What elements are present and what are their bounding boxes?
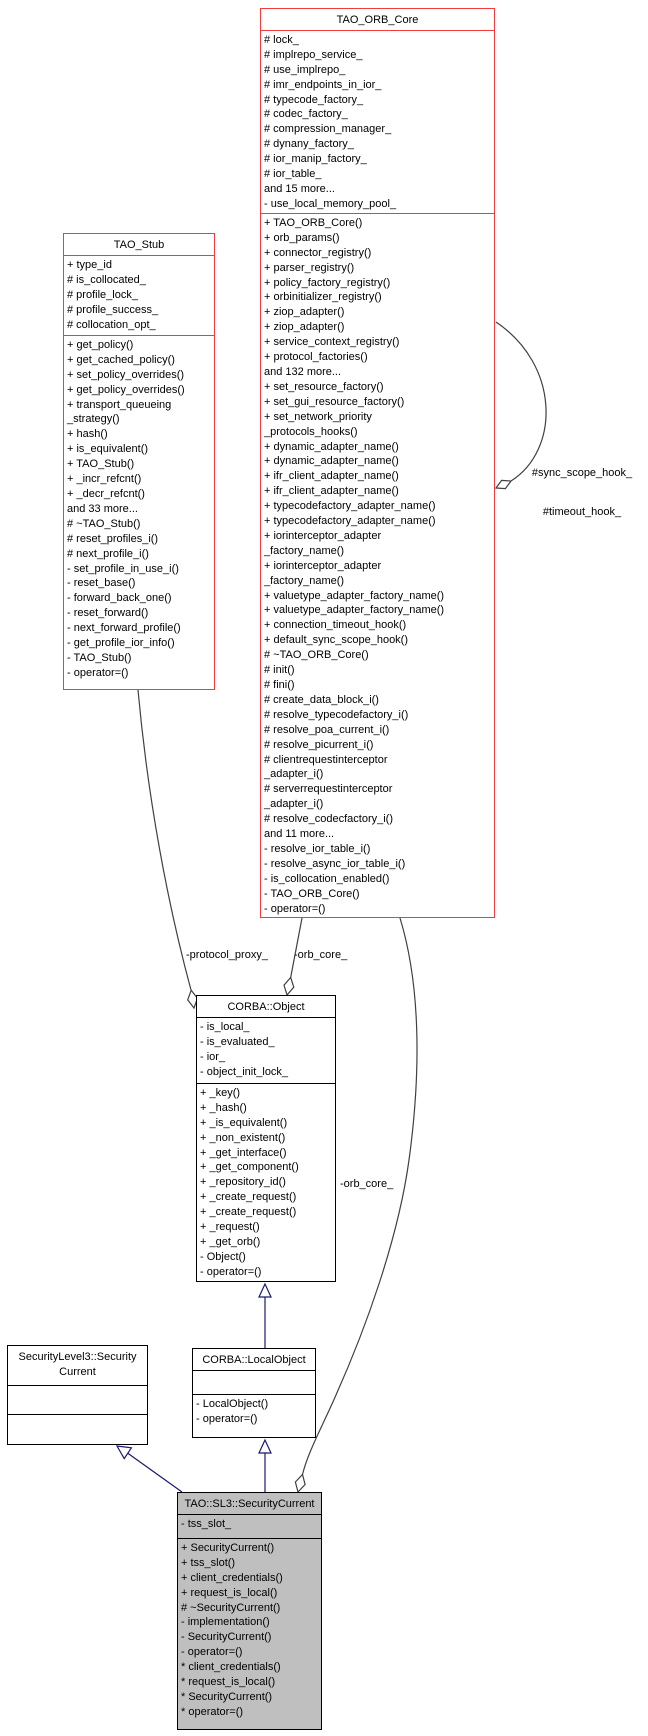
member-line: * operator=()	[181, 1705, 244, 1718]
class-title: SecurityLevel3::Security Current	[8, 1346, 147, 1386]
member-line: + tss_slot()	[181, 1556, 236, 1569]
member-line: - is_collocation_enabled()	[264, 872, 390, 885]
member-line: # reset_profiles_i()	[67, 532, 159, 545]
member-line: + _create_request()	[200, 1206, 297, 1219]
attributes-compartment	[64, 256, 214, 336]
member-line: # codec_factory_	[264, 108, 348, 121]
member-line: + get_cached_policy()	[67, 353, 175, 366]
member-line: + _hash()	[200, 1101, 247, 1114]
methods-compartment	[178, 1539, 321, 1729]
member-line: # lock_	[264, 33, 299, 46]
class-box-tao-orb-core[interactable]	[260, 8, 495, 918]
member-line: - ior_	[200, 1050, 226, 1063]
member-line: - operator=()	[67, 666, 129, 679]
member-line: # fini()	[264, 679, 295, 691]
attributes-compartment	[8, 1386, 147, 1415]
methods-compartment	[64, 336, 214, 689]
aggregation-diamond	[295, 1475, 305, 1493]
methods-compartment	[197, 1084, 335, 1281]
member-line: + SecurityCurrent()	[181, 1541, 275, 1554]
inheritance-edge-localobject-object	[259, 1284, 271, 1348]
edge-label-protocol-proxy: -protocol_proxy_	[186, 949, 268, 961]
member-line: + protocol_factories()	[264, 351, 368, 364]
edge-label-orb-core-upper: -orb_core_	[294, 949, 348, 961]
class-box-tao-sl3-securitycurrent	[177, 1492, 322, 1730]
member-line: # ~SecurityCurrent()	[181, 1601, 281, 1614]
member-line: + TAO_Stub()	[67, 458, 135, 471]
member-line: + set_gui_resource_factory()	[264, 395, 405, 408]
member-line: # ~TAO_Stub()	[67, 517, 141, 530]
class-box-corba-localobject[interactable]	[192, 1348, 316, 1438]
aggregation-diamond	[284, 977, 294, 995]
inheritance-triangle	[259, 1284, 271, 1297]
member-line: # profile_lock_	[67, 288, 138, 301]
member-line: - reset_forward()	[67, 607, 149, 620]
member-line: + is_equivalent()	[67, 443, 149, 456]
member-line: # ior_manip_factory_	[264, 153, 367, 166]
class-title: TAO_Stub	[64, 234, 214, 256]
member-line: # resolve_typecodefactory_i()	[264, 708, 409, 721]
methods-compartment	[261, 214, 494, 917]
class-box-corba-object[interactable]	[196, 995, 336, 1282]
member-line: - SecurityCurrent()	[181, 1631, 272, 1644]
member-line: - get_profile_ior_info()	[67, 637, 175, 650]
member-line: + _non_existent()	[200, 1131, 286, 1144]
member-line: - TAO_Stub()	[67, 651, 132, 664]
member-line: - object_init_lock_	[200, 1065, 289, 1078]
edge-label-sync-scope-hook: #sync_scope_hook_	[531, 467, 633, 479]
inheritance-edge-securitycurrent-securitylevel3	[117, 1446, 182, 1492]
member-line: + request_is_local()	[181, 1586, 278, 1599]
member-line: + set_policy_overrides()	[67, 368, 185, 381]
member-line: - operator=()	[181, 1646, 243, 1659]
member-line: + _incr_refcnt()	[67, 473, 142, 486]
methods-compartment	[193, 1395, 315, 1437]
class-box-securitylevel3-securitycurrent[interactable]	[7, 1345, 148, 1445]
member-line: - operator=()	[264, 902, 326, 915]
member-line: + valuetype_adapter_factory_name()	[264, 589, 445, 602]
attributes-compartment	[197, 1018, 335, 1084]
member-line: + orb_params()	[264, 231, 340, 244]
inheritance-edge-securitycurrent-localobject	[259, 1440, 271, 1492]
member-line: - operator=()	[200, 1265, 262, 1278]
member-line: + typecodefactory_adapter_name()	[264, 515, 436, 528]
member-line: _factory_name()	[264, 544, 345, 557]
member-line: + _get_orb()	[200, 1235, 261, 1248]
member-line: # serverrequestinterceptor	[264, 783, 393, 796]
member-line: + dynamic_adapter_name()	[264, 440, 399, 453]
edge-label-timeout-hook: #timeout_hook_	[542, 506, 622, 518]
member-line: # resolve_poa_current_i()	[264, 723, 390, 736]
member-line: + policy_factory_registry()	[264, 276, 391, 289]
member-line: - implementation()	[181, 1616, 270, 1629]
member-line: - reset_base()	[67, 577, 136, 590]
member-line: # is_collocated_	[67, 273, 146, 286]
member-line: + ziop_adapter()	[264, 306, 345, 319]
member-line: and 15 more...	[264, 182, 335, 195]
member-line: + service_context_registry()	[264, 336, 400, 349]
member-line: + _get_component()	[200, 1161, 299, 1174]
member-line: + set_network_priority	[264, 410, 372, 423]
member-line: - is_evaluated_	[200, 1035, 275, 1048]
member-line: * request_is_local()	[181, 1676, 276, 1689]
edge-label-orb-core-lower: -orb_core_	[340, 1178, 394, 1190]
member-line: - resolve_ior_table_i()	[264, 842, 371, 855]
member-line: + _create_request()	[200, 1191, 297, 1204]
aggregation-diamond	[496, 480, 511, 488]
member-line: + client_credentials()	[181, 1571, 283, 1584]
member-line: + _request()	[200, 1221, 260, 1234]
member-line: _adapter_i()	[264, 768, 324, 781]
member-line: + valuetype_adapter_factory_name()	[264, 604, 445, 617]
member-line: * SecurityCurrent()	[181, 1690, 273, 1703]
class-title: CORBA::Object	[197, 996, 335, 1018]
member-line: # compression_manager_	[264, 123, 392, 136]
member-line: _factory_name()	[264, 574, 345, 587]
member-line: + _get_interface()	[200, 1146, 287, 1159]
member-line: - LocalObject()	[196, 1397, 269, 1410]
member-line: - tss_slot_	[181, 1517, 232, 1530]
member-line: # collocation_opt_	[67, 318, 156, 331]
member-line: + parser_registry()	[264, 261, 355, 274]
member-line: - operator=()	[196, 1412, 258, 1425]
class-box-tao-stub[interactable]	[63, 233, 215, 690]
member-line: _strategy()	[67, 413, 120, 426]
member-line: - set_profile_in_use_i()	[67, 562, 179, 575]
member-line: + _is_equivalent()	[200, 1116, 288, 1129]
edge-label-hooks	[516, 441, 648, 545]
member-line: + iorinterceptor_adapter	[264, 529, 382, 542]
member-line: + typecodefactory_adapter_name()	[264, 500, 436, 513]
member-line: + _repository_id()	[200, 1176, 286, 1189]
member-line: and 132 more...	[264, 365, 342, 378]
member-line: _adapter_i()	[264, 798, 324, 811]
member-line: # imr_endpoints_in_ior_	[264, 78, 382, 91]
inheritance-triangle	[117, 1446, 131, 1459]
attributes-compartment	[178, 1515, 321, 1539]
member-line: - TAO_ORB_Core()	[264, 887, 360, 900]
member-line: # ~TAO_ORB_Core()	[264, 649, 369, 662]
member-line: # implrepo_service_	[264, 48, 363, 61]
member-line: and 11 more...	[264, 828, 335, 841]
class-title: TAO_ORB_Core	[261, 9, 494, 31]
member-line: + ifr_client_adapter_name()	[264, 485, 399, 498]
member-line: + TAO_ORB_Core()	[264, 216, 363, 229]
member-line: # dynany_factory_	[264, 138, 354, 151]
member-line: + hash()	[67, 428, 108, 441]
member-line: + set_resource_factory()	[264, 380, 384, 393]
member-line: + dynamic_adapter_name()	[264, 455, 399, 468]
member-line: - forward_back_one()	[67, 592, 172, 605]
member-line: + iorinterceptor_adapter	[264, 559, 382, 572]
class-title: CORBA::LocalObject	[193, 1349, 315, 1371]
member-line: - use_local_memory_pool_	[264, 197, 397, 210]
member-line: + _key()	[200, 1086, 241, 1099]
member-line: * client_credentials()	[181, 1661, 281, 1674]
member-line: - resolve_async_ior_table_i()	[264, 857, 406, 870]
member-line: # profile_success_	[67, 303, 159, 316]
member-line: + get_policy_overrides()	[67, 383, 185, 396]
member-line: + get_policy()	[67, 338, 134, 351]
member-line: # next_profile_i()	[67, 547, 149, 560]
member-line: - is_local_	[200, 1020, 250, 1033]
member-line: + default_sync_scope_hook()	[264, 634, 409, 647]
member-line: _protocols_hooks()	[264, 425, 358, 438]
member-line: + ziop_adapter()	[264, 321, 345, 334]
inheritance-triangle	[259, 1440, 271, 1453]
attributes-compartment	[261, 31, 494, 214]
member-line: # init()	[264, 664, 295, 677]
member-line: + transport_queueing	[67, 398, 172, 411]
member-line: - next_forward_profile()	[67, 622, 181, 635]
member-line: # typecode_factory_	[264, 93, 364, 106]
member-line: - Object()	[200, 1250, 246, 1263]
class-title: TAO::SL3::SecurityCurrent	[178, 1493, 321, 1515]
member-line: # use_implrepo_	[264, 63, 346, 76]
member-line: and 33 more...	[67, 502, 138, 515]
member-line: # ior_table_	[264, 168, 322, 181]
member-line: + connector_registry()	[264, 246, 372, 259]
attributes-compartment	[193, 1371, 315, 1395]
member-line: # resolve_codecfactory_i()	[264, 813, 394, 826]
member-line: + connection_timeout_hook()	[264, 619, 407, 632]
member-line: # clientrequestinterceptor	[264, 753, 388, 766]
member-line: # resolve_picurrent_i()	[264, 738, 374, 751]
methods-compartment	[8, 1415, 147, 1444]
member-line: + _decr_refcnt()	[67, 487, 145, 500]
member-line: # create_data_block_i()	[264, 693, 379, 706]
member-line: + type_id	[67, 258, 112, 271]
member-line: + orbinitializer_registry()	[264, 291, 382, 304]
member-line: + ifr_client_adapter_name()	[264, 470, 399, 483]
